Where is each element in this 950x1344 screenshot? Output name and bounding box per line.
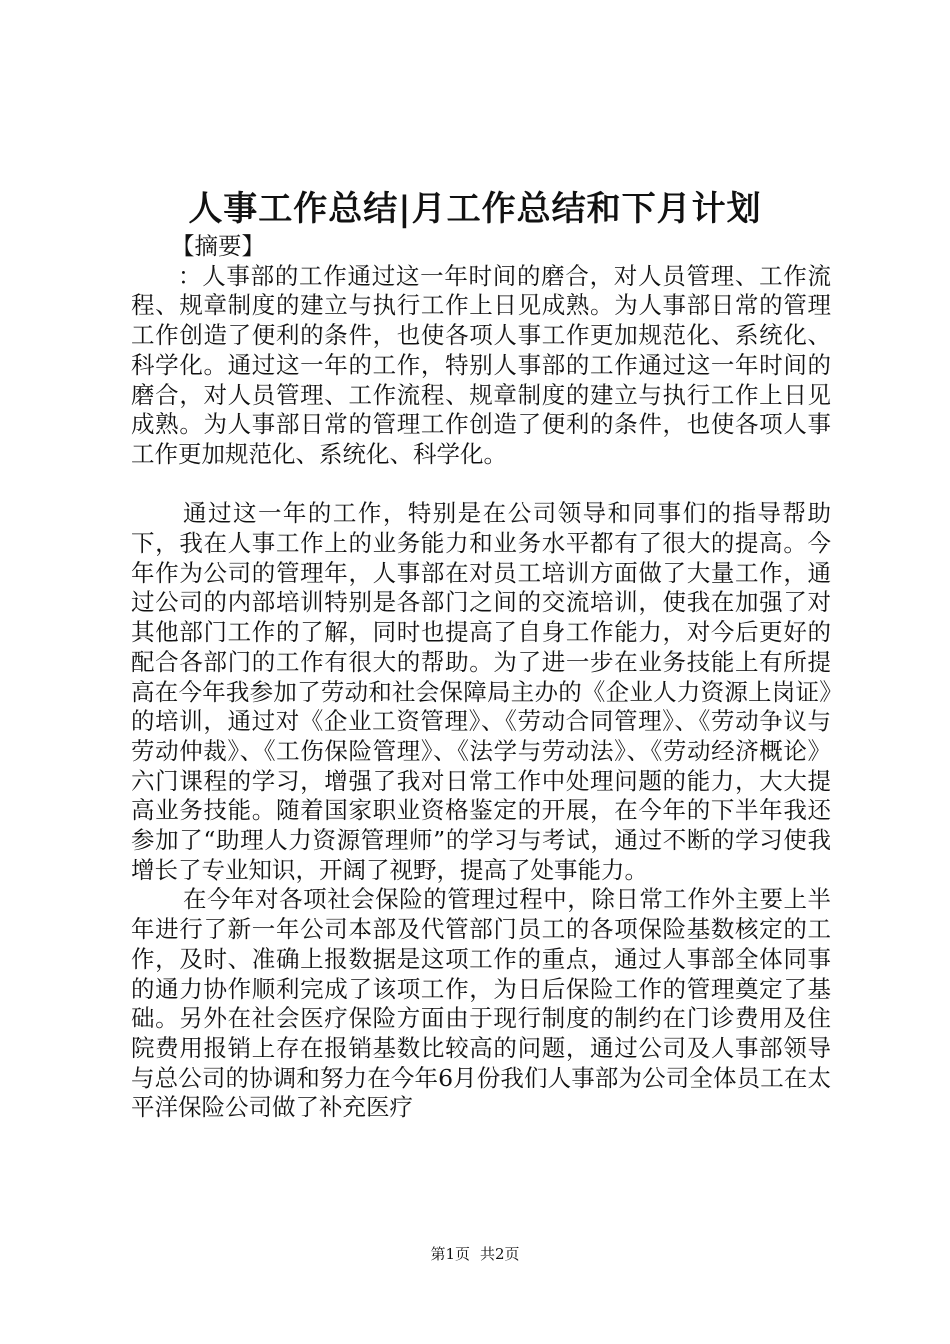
abstract-text: ：人事部的工作通过这一年时间的磨合，对人员管理、工作流程、规章制度的建立与执行工作上日见成熟。为人事部日常的管理工作创造了便利的条件，也使各项人事工作更加规范化、系统化、科学化。通过这一年的工作，特别人事部的工作通过这一年时间的磨合，对人员管理、工作流程、规章制度的建立与执行工作上日见成熟。为人事部日常的管理工作创造了便利的条件，也使各项人事工作更加规范化、系统化、科学化。: [131, 261, 831, 468]
page-total: 共2页: [480, 1245, 520, 1263]
document-title: 人事工作总结|月工作总结和下月计划: [188, 189, 762, 229]
page-number: 第1页: [430, 1245, 470, 1263]
body-paragraph-2: 在今年对各项社会保险的管理过程中，除日常工作外主要上半年进行了新一年公司本部及代管部门员工的各项保险基数核定的工作，及时、准确上报数据是这项工作的重点，通过人事部全体同事的通力协作顺利完成了该项工作，为日后保险工作的管理奠定了基础。另外在社会医疗保险方面由于现行制度的制约在门诊费用及住院费用报销上存在报销基数比较高的问题，通过公司及人事部领导与总公司的协调和努力在今年6月份我们人事部为公司全体员工在太平洋保险公司做了补充医疗: [131, 885, 831, 1122]
page-footer: [0, 1244, 950, 1264]
body-paragraph-1: 通过这一年的工作，特别是在公司领导和同事们的指导帮助下，我在人事工作上的业务能力和业务水平都有了很大的提高。今年作为公司的管理年，人事部在对员工培训方面做了大量工作，通过公司的内部培训特别是各部门之间的交流培训，使我在加强了对其他部门工作的了解，同时也提高了自身工作能力，对今后更好的配合各部门的工作有很大的帮助。为了进一步在业务技能上有所提高在今年我参加了劳动和社会保障局主办的《企业人力资源上岗证》的培训，通过对《企业工资管理》、《劳动合同管理》、《劳动争议与劳动仲裁》、《工伤保险管理》、《法学与劳动法》、《劳动经济概论》六门课程的学习，增强了我对日常工作中处理问题的能力，大大提高业务技能。随着国家职业资格鉴定的开展，在今年的下半年我还参加了“助理人力资源管理师”的学习与考试，通过不断的学习使我增长了专业知识，开阔了视野，提高了处事能力。: [131, 499, 831, 884]
abstract-label: 【摘要】: [171, 232, 265, 260]
paragraph-spacer: [131, 470, 831, 500]
document-body: [131, 232, 831, 1123]
